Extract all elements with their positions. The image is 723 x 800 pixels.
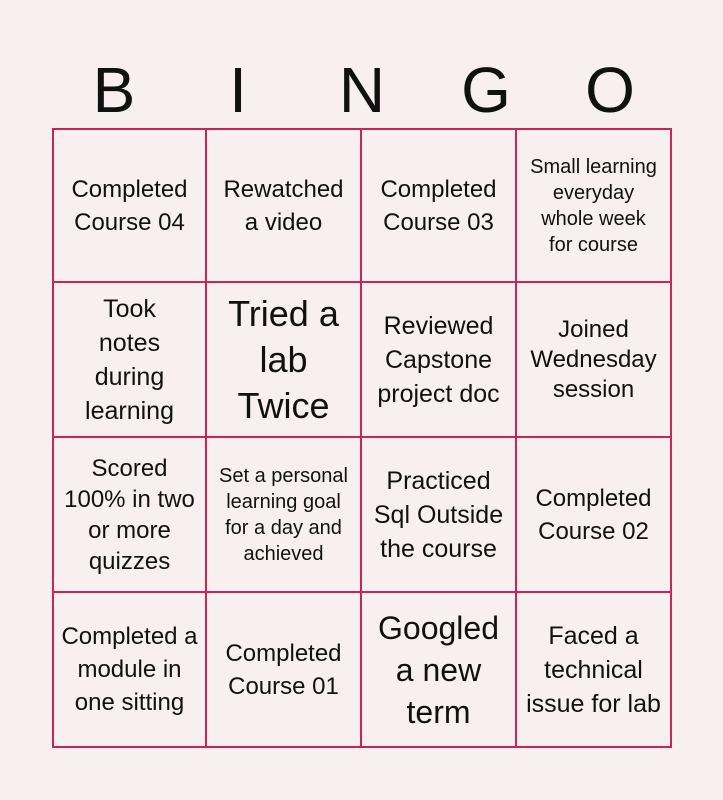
bingo-cell-label: Rewatched a video bbox=[223, 175, 344, 236]
bingo-cell[interactable] bbox=[517, 283, 672, 438]
bingo-cell-label: Reviewed Capstone project doc bbox=[377, 311, 500, 408]
bingo-cell-label: Completed Course 01 bbox=[225, 639, 342, 700]
bingo-cell[interactable] bbox=[517, 438, 672, 593]
bingo-cell[interactable] bbox=[362, 438, 517, 593]
header-letter-o: O bbox=[585, 54, 635, 126]
header-letter-g: G bbox=[461, 54, 511, 126]
bingo-cell-label: Joined Wednesday session bbox=[530, 315, 657, 403]
bingo-cell[interactable] bbox=[362, 128, 517, 283]
bingo-cell-label: Googled a new term bbox=[378, 609, 499, 730]
bingo-board bbox=[52, 128, 672, 748]
bingo-cell[interactable] bbox=[207, 283, 362, 438]
bingo-cell-label: Completed Course 02 bbox=[535, 484, 652, 545]
bingo-cell[interactable] bbox=[207, 128, 362, 283]
bingo-cell[interactable] bbox=[207, 593, 362, 748]
bingo-cell-label: Small learning everyday whole week for course bbox=[530, 155, 657, 256]
bingo-cell-label: Set a personal learning goal for a day and achieved bbox=[219, 464, 348, 565]
bingo-cell[interactable] bbox=[362, 593, 517, 748]
bingo-cell-label: Completed Course 03 bbox=[380, 175, 497, 236]
bingo-cell[interactable] bbox=[517, 128, 672, 283]
bingo-cell-label: Scored 100% in two or more quizzes bbox=[64, 454, 195, 575]
bingo-cell-label: Took notes during learning bbox=[85, 294, 174, 425]
header-letter-n: N bbox=[338, 54, 386, 126]
bingo-cell[interactable] bbox=[362, 283, 517, 438]
header-letter-i: I bbox=[229, 54, 247, 126]
bingo-cell-label: Faced a technical issue for lab bbox=[526, 621, 661, 718]
bingo-cell[interactable] bbox=[52, 438, 207, 593]
bingo-cell[interactable] bbox=[52, 283, 207, 438]
bingo-cell-label: Completed Course 04 bbox=[71, 175, 188, 236]
header-letter-b: B bbox=[92, 54, 136, 126]
bingo-cell-label: Tried a lab Twice bbox=[228, 292, 339, 426]
bingo-cell[interactable] bbox=[517, 593, 672, 748]
bingo-header bbox=[52, 52, 672, 128]
bingo-cell-label: Practiced Sql Outside the course bbox=[373, 466, 504, 563]
bingo-cell-label: Completed a module in one sitting bbox=[61, 623, 198, 716]
bingo-cell[interactable] bbox=[52, 593, 207, 748]
bingo-cell[interactable] bbox=[207, 438, 362, 593]
bingo-cell[interactable] bbox=[52, 128, 207, 283]
